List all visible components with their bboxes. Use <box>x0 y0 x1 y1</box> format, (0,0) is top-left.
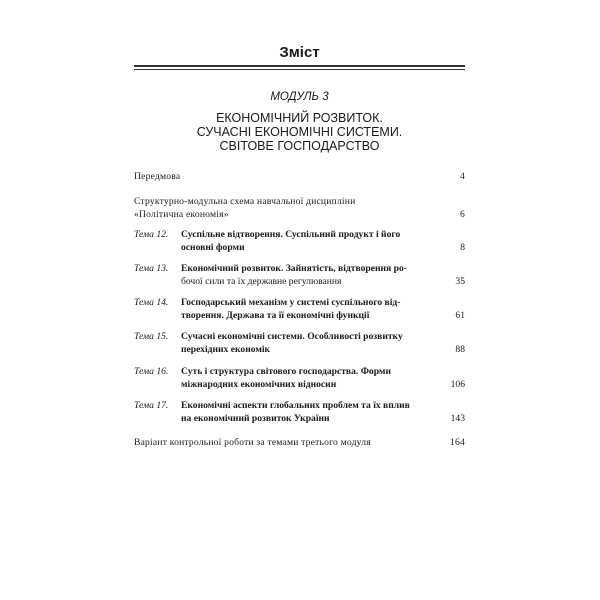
toc-entry-preface[interactable] <box>134 170 465 183</box>
toc-entry-text: основні форми <box>181 242 245 253</box>
toc-entry-topic-15[interactable] <box>134 330 465 356</box>
topic-label: Тема 17. <box>134 400 169 411</box>
toc-entry-text: Структурно-модульна схема навчальної дисципліни <box>134 196 356 207</box>
toc-entry-text: творення. Держава та її економічні функції <box>181 310 370 321</box>
toc-entry-topic-12[interactable] <box>134 228 465 254</box>
topic-label: Тема 16. <box>134 366 169 377</box>
toc-page-number: 6 <box>460 209 465 220</box>
page-title: Зміст <box>279 44 320 61</box>
toc-entry-text: міжнародних економічних відносин <box>181 379 337 390</box>
toc-entry-text: Господарський механізм у системі суспільного від- <box>181 297 401 308</box>
toc-page-number: 106 <box>450 379 465 390</box>
toc-page-number: 88 <box>455 344 465 355</box>
toc-entry-text: «Політична економія» <box>134 209 229 220</box>
toc-page-number: 143 <box>450 413 465 424</box>
toc-entry-text: Суспільне відтворення. Суспільний продукт і його <box>181 229 401 240</box>
toc-entry-topic-13[interactable] <box>134 262 465 288</box>
topic-label: Тема 14. <box>134 297 169 308</box>
module-title-line: СУЧАСНІ ЕКОНОМІЧНІ СИСТЕМИ. <box>196 125 403 139</box>
toc-entry-topic-14[interactable] <box>134 296 465 322</box>
header-rule-thick <box>134 65 465 67</box>
toc-entry-text: на економічний розвиток України <box>181 413 330 424</box>
toc-page-number: 8 <box>460 242 465 253</box>
toc-entry-topic-16[interactable] <box>134 365 465 391</box>
toc-page-number: 35 <box>455 276 465 287</box>
module-label: МОДУЛЬ 3 <box>270 91 329 103</box>
module-title-line: ЕКОНОМІЧНИЙ РОЗВИТОК. <box>216 111 383 125</box>
toc-page-number: 164 <box>450 437 465 448</box>
toc-entry-text: перехідних економік <box>181 344 271 355</box>
topic-label: Тема 15. <box>134 331 169 342</box>
toc-entry-text: Сучасні економічні системи. Особливості розвитку <box>181 331 403 342</box>
toc-entry-scheme[interactable] <box>134 195 465 221</box>
toc-page-number: 61 <box>455 310 465 321</box>
toc-entry-text: Варіант контрольної роботи за темами третього модуля <box>134 437 371 448</box>
toc-entry-text: Економічні аспекти глобальних проблем та їх вплив <box>181 400 410 411</box>
module-title-line: СВІТОВЕ ГОСПОДАРСТВО <box>219 139 380 153</box>
toc-entry-text: Економічний розвиток. Зайнятість, відтворення ро- <box>181 263 407 274</box>
toc-entry-text: бочої сили та їх державне регулювання <box>181 276 342 287</box>
toc-entry-text: Передмова <box>134 171 181 182</box>
module-title <box>134 111 465 153</box>
toc-entry-control-work[interactable] <box>134 436 465 449</box>
topic-label: Тема 13. <box>134 263 169 274</box>
toc-page-number: 4 <box>460 171 465 182</box>
header-rule-thin <box>134 69 465 70</box>
toc-entry-text: Суть і структура світового господарства. Форми <box>181 366 391 377</box>
topic-label: Тема 12. <box>134 229 169 240</box>
toc-entry-topic-17[interactable] <box>134 399 465 425</box>
